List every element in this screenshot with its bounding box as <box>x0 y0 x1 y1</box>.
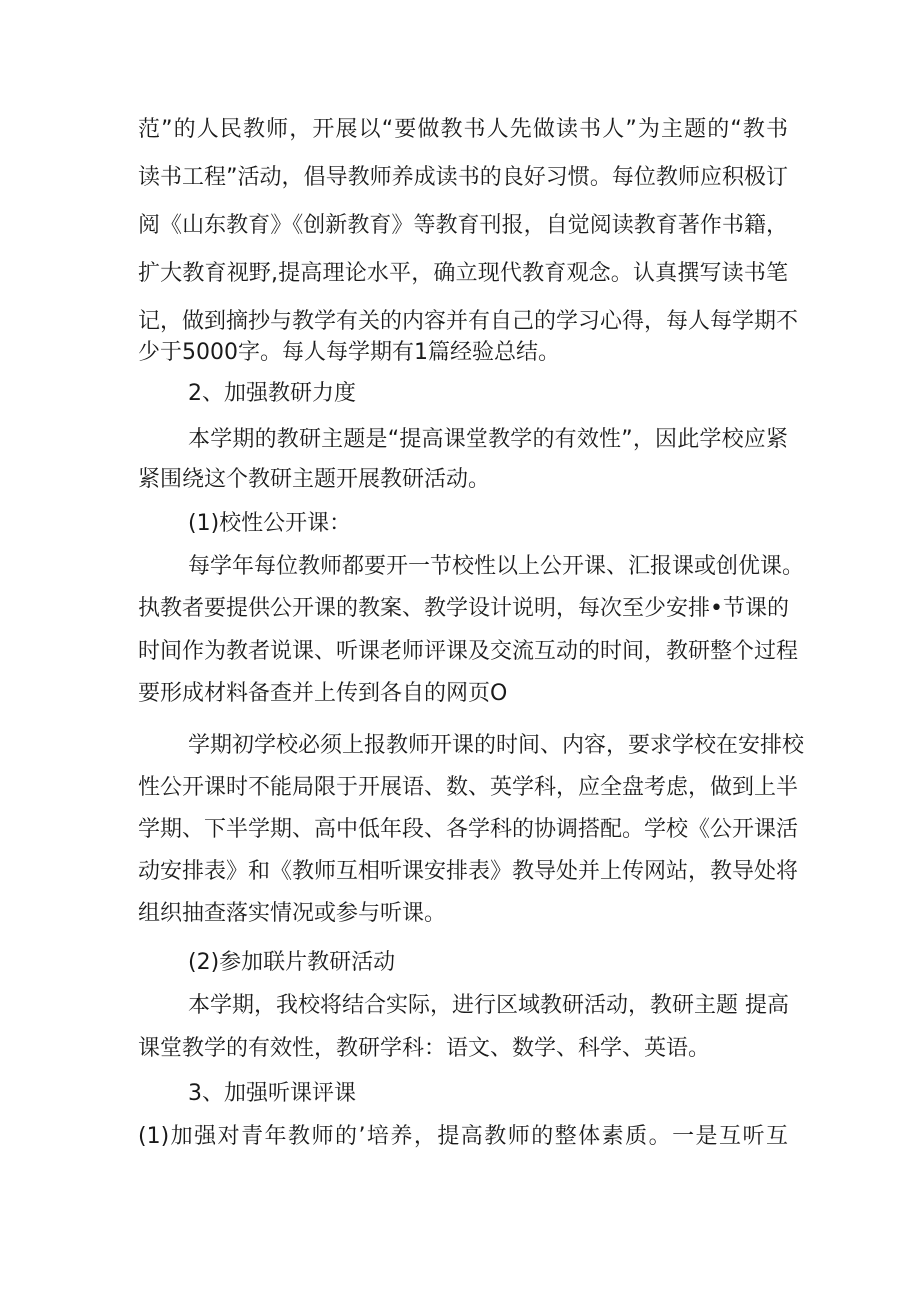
text-line: 紧围绕这个教研主题开展教研活动。 <box>138 467 491 492</box>
text-line: 课堂教学的有效性，教研学科：语文、数学、科学、英语。 <box>138 1036 711 1061</box>
text-line: 本学期的教研主题是“提高课堂教学的有效性”，因此学校应紧 <box>188 427 788 452</box>
text-line: 学期、下半学期、高中低年段、各学科的协调搭配。学校《公开课活 <box>138 817 799 842</box>
text-line: 执教者要提供公开课的教案、教学设计说明，每次至少安排•节课的 <box>138 596 789 621</box>
section-heading: 3、加强听课评课 <box>188 1081 356 1106</box>
subsection-heading: (2)参加联片教研活动 <box>188 950 396 975</box>
text-line: 阅《山东教育》《创新教育》等教育刊报，自觉阅读教育著作书籍， <box>138 213 788 238</box>
text-line: 少于5000字。每人每学期有1篇经验总结。 <box>138 340 560 365</box>
section-heading: 2、加强教研力度 <box>188 381 356 406</box>
text-line: 每学年每位教师都要开一节校性以上公开课、汇报课或创优课。 <box>188 554 805 579</box>
subsection-heading: (1)校性公开课： <box>188 511 352 536</box>
text-line: 时间作为教者说课、听课老师评课及交流互动的时间，教研整个过程 <box>138 639 799 664</box>
text-line: 要形成材料备查并上传到各自的网页O <box>138 681 508 706</box>
text-line: 性公开课时不能局限于开展语、数、英学科，应全盘考虑，做到上半 <box>138 775 799 800</box>
text-line: 扩大教育视野,提高理论水平，确立现代教育观念。认真撰写读书笔 <box>138 261 788 286</box>
text-line: 记，做到摘抄与教学有关的内容并有自己的学习心得，每人每学期不 <box>138 309 799 334</box>
text-line: 组织抽查落实情况或参与听课。 <box>138 901 447 926</box>
text-line: 读书工程”活动，倡导教师养成读书的良好习惯。每位教师应积极订 <box>138 165 788 190</box>
text-line: 范”的人民教师，开展以“要做教书人先做读书人”为主题的“教书 <box>138 117 788 142</box>
text-line: 本学期，我校将结合实际，进行区域教研活动，教研主题 提高 <box>188 993 789 1018</box>
text-line: 学期初学校必须上报教师开课的时间、内容，要求学校在安排校 <box>188 733 805 758</box>
text-line: (1)加强对青年教师的’培养，提高教师的整体素质。一是互听互 <box>138 1124 788 1149</box>
text-line: 动安排表》和《教师互相听课安排表》教导处并上传网站，教导处将 <box>138 859 799 884</box>
